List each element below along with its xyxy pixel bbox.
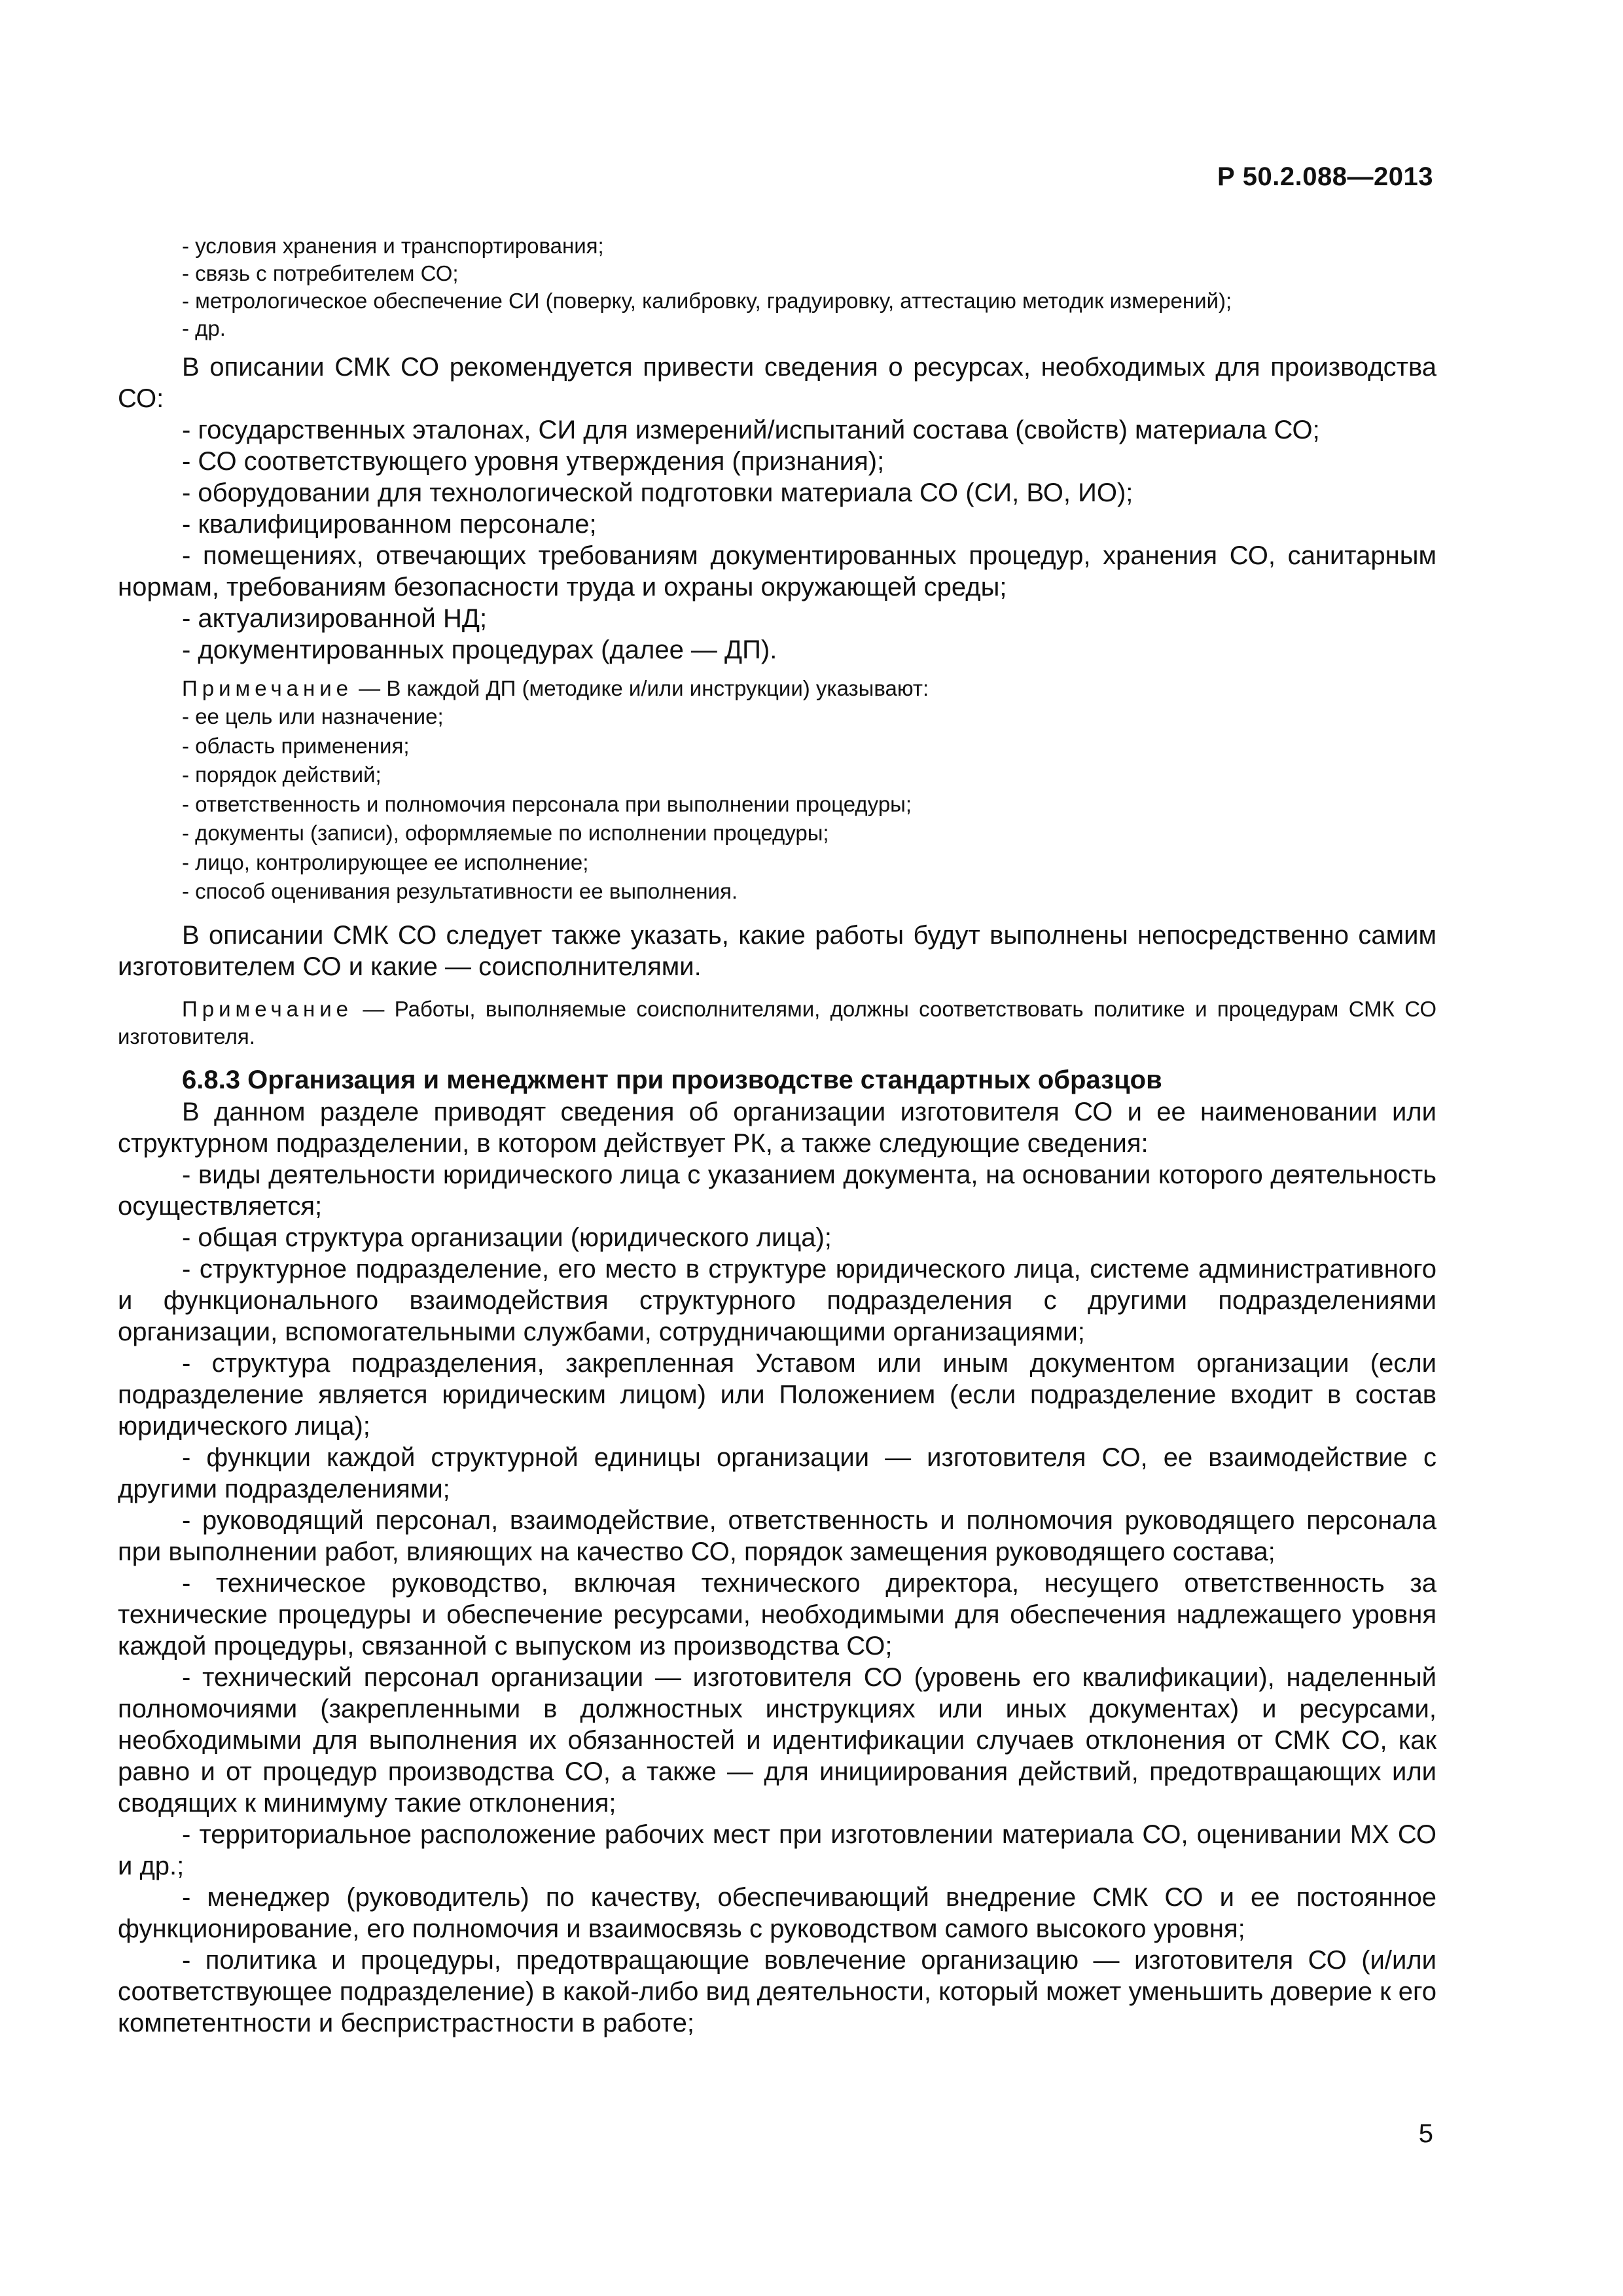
list-item: - структурное подразделение, его место в структуре юридического лица, системе административного и функционального взаимодействия структурного подразделения с другими подразделениями организации, вспомогательными службами, сотрудничающими организациями; [118,1254,1436,1346]
note-text: — В каждой ДП (методике и/или инструкции) указывают: [353,676,929,700]
list-item: - территориальное расположение рабочих мест при изготовлении материала СО, оценивании МХ СО и др.; [118,1820,1436,1880]
list-item: - руководящий персонал, взаимодействие, ответственность и полномочия руководящего персонала при выполнении работ, влияющих на качество СО, порядок замещения руководящего состава; [118,1505,1436,1566]
note-1-list [118,702,1436,906]
list-item: - порядок действий; [182,762,382,787]
list-item: - документированных процедурах (далее — ДП). [182,636,777,664]
note-label: Примечание [182,676,353,700]
list-item: - метрологическое обеспечение СИ (поверку, калибровку, градуировку, аттестацию методик измерений); [182,289,1232,313]
list-item: - помещениях, отвечающих требованиям документированных процедур, хранения СО, санитарным нормам, требованиям безопасности труда и охраны окружающей среды; [118,541,1436,601]
note-2 [118,996,1436,1050]
list-item: - связь с потребителем СО; [182,261,459,285]
list-item: - виды деятельности юридического лица с указанием документа, на основании которого деятельность осуществляется; [118,1160,1436,1221]
list-item: - условия хранения и транспортирования; [182,234,604,258]
list-item: - общая структура организации (юридического лица); [182,1223,832,1252]
page-content [118,232,1436,2039]
list-item: - документы (записи), оформляемые по исполнении процедуры; [182,821,829,845]
page-number: 5 [1418,2119,1433,2148]
list-item: - оборудовании для технологической подготовки материала СО (СИ, ВО, ИО); [182,478,1133,507]
list-item: - квалифицированном персонале; [182,510,597,539]
section-intro: В данном разделе приводят сведения об организации изготовителя СО и ее наименовании или структурном подразделении, в котором действует РК, а также следующие сведения: [118,1097,1436,1158]
list-item: - функции каждой структурной единицы организации — изготовителя СО, ее взаимодействие с другими подразделениями; [118,1443,1436,1503]
section-heading: 6.8.3 Организация и менеджмент при производстве стандартных образцов [182,1065,1162,1094]
coexecutors-paragraph: В описании СМК СО следует также указать, какие работы будут выполнены непосредственно самим изготовителем СО и какие — соисполнителями. [118,920,1436,981]
list-item: - политика и процедуры, предотвращающие вовлечение организацию — изготовителя СО (и/или соответствующее подразделение) в какой-либо вид деятельности, который может уменьшить доверие к его компетентности и беспристрастности в работе; [118,1945,1436,2037]
intro-list [118,232,1436,342]
list-item: - ее цель или назначение; [182,704,444,728]
list-item: - область применения; [182,733,410,758]
list-item: - лицо, контролирующее ее исполнение; [182,850,589,874]
list-item: - СО соответствующего уровня утверждения (признания); [182,447,885,476]
list-item: - способ оценивания результативности ее выполнения. [182,879,738,903]
list-item: - актуализированной НД; [182,604,488,633]
list-item: - менеджер (руководитель) по качеству, обеспечивающий внедрение СМК СО и ее постоянное функционирование, его полномочия и взаимосвязь с руководством самого высокого уровня; [118,1882,1436,1943]
list-item: - государственных эталонах, СИ для измерений/испытаний состава (свойств) материала СО; [182,416,1320,444]
note-label: Примечание [182,996,353,1021]
list-item: - технический персонал организации — изготовителя СО (уровень его квалификации), наделенный полномочиями (закрепленными в должностных инструкциях или иных документах) и ресурсами, необходимыми для выполнения их обязанностей и идентификации случаев отклонения от СМК СО, как равно и от процедур производства СО, а также — для инициирования действий, предотвращающих или сводящих к минимуму такие отклонения; [118,1662,1436,1818]
list-item: - ответственность и полномочия персонала при выполнении процедуры; [182,791,912,816]
resources-intro: В описании СМК СО рекомендуется привести сведения о ресурсах, необходимых для производства СО: [118,353,1436,413]
list-item: - структура подразделения, закрепленная Уставом или иным документом организации (если подразделение является юридическим лицом) или Положением (если подразделение входит в состав юридического лица); [118,1348,1436,1441]
note-text: — Работы, выполняемые соисполнителями, должны соответствовать политике и процедурам СМК СО изготовителя. [118,996,1436,1049]
list-item: - техническое руководство, включая технического директора, несущего ответственность за технические процедуры и обеспечение ресурсами, необходимыми для обеспечения надлежащего уровня каждой процедуры, связанной с выпуском из производства СО; [118,1568,1436,1660]
note-1 [118,675,1436,702]
list-item: - др. [182,316,226,340]
document-code: Р 50.2.088—2013 [1217,162,1433,191]
